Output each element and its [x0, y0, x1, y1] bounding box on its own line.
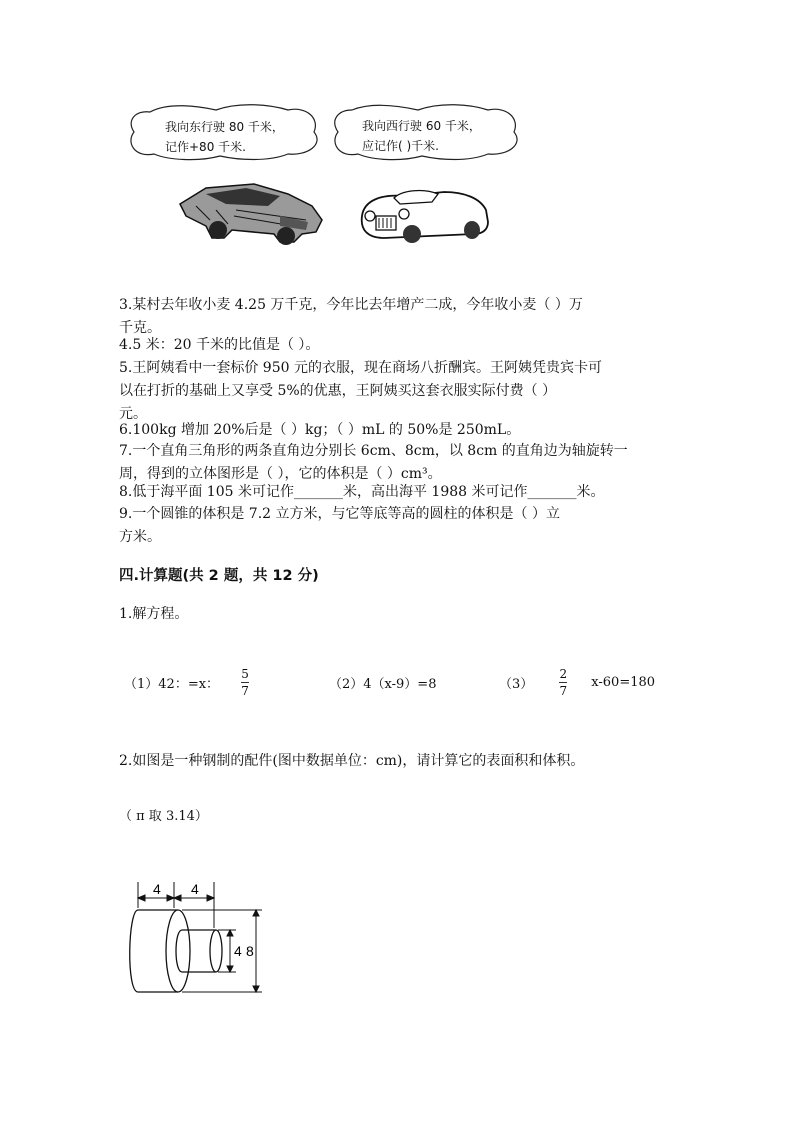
- question-5-line1: 5.王阿姨看中一套标价 950 元的衣服，现在商场八折酬宾。王阿姨凭贵宾卡可: [119, 360, 602, 376]
- equation-1-fraction: [241, 668, 249, 697]
- fraction-bar: [241, 682, 249, 683]
- question-6: [119, 419, 520, 442]
- question-9-line2: 方米。: [119, 529, 161, 545]
- left-bubble-line1: 我向东行驶 80 千米，: [165, 120, 284, 134]
- left-bubble-line2: 记作+80 千米.: [165, 140, 246, 154]
- large-cylinder: [130, 910, 190, 992]
- equation-2: （2）4（x-9）=8: [329, 677, 437, 692]
- fraction-numerator: 5: [241, 667, 249, 681]
- question-8: [119, 481, 605, 504]
- left-bubble-text: [165, 117, 284, 157]
- question-6-line1: 6.100kg 增加 20%后是（ ）kg；（ ）mL 的 50%是 250mL。: [119, 422, 521, 438]
- fraction-bar: [559, 682, 567, 683]
- question-5-line3: 元。: [119, 406, 147, 422]
- fraction-denominator: 7: [559, 684, 568, 698]
- question-5: [119, 357, 602, 426]
- question-7: [119, 440, 628, 486]
- pi-note: （ π 取 3.14）: [119, 809, 208, 824]
- equation-3: [499, 668, 655, 697]
- dim-top-left: 4: [153, 881, 161, 897]
- question-4-line1: 4.5 米：20 千米的比值是（ ）。: [119, 337, 320, 353]
- equation-1: [124, 668, 249, 697]
- question-9: [119, 503, 560, 549]
- dim-outer-diameter: 8: [246, 943, 254, 959]
- right-bubble-text: [362, 116, 481, 156]
- car-right-illustration: [354, 186, 492, 246]
- equation-3-fraction: [559, 668, 567, 697]
- equation-1-text: （1）42：=x：: [124, 677, 220, 692]
- equation-3-label: （3）: [499, 677, 534, 692]
- question-7-line1: 7.一个直角三角形的两条直角边分别长 6cm、8cm，以 8cm 的直角边为轴旋转一: [119, 443, 628, 459]
- car-left-illustration: [176, 180, 326, 246]
- question-5-line2: 以在打折的基础上又享受 5%的优惠，王阿姨买这套衣服实际付费（ ）: [119, 383, 557, 399]
- question-9-line1: 9.一个圆锥的体积是 7.2 立方米，与它等底等高的圆柱的体积是（ ）立: [119, 506, 560, 522]
- fraction-denominator: 7: [241, 684, 249, 698]
- fraction-numerator: 2: [559, 667, 568, 681]
- question-7-line2: 周，得到的立体图形是（ ），它的体积是（ ）cm³。: [119, 466, 442, 482]
- dim-top-right: 4: [191, 881, 199, 897]
- right-bubble-line2: 应记作( )千米.: [362, 139, 439, 153]
- calc-question-1-title: 1.解方程。: [119, 606, 189, 622]
- question-4: [119, 334, 319, 357]
- steel-part-figure: [118, 878, 268, 1000]
- section-heading: 四.计算题(共 2 题，共 12 分): [119, 568, 319, 584]
- calc-question-2-title: 2.如图是一种钢制的配件(图中数据单位：cm)，请计算它的表面积和体积。: [119, 753, 585, 769]
- right-bubble-line1: 我向西行驶 60 千米，: [362, 119, 481, 133]
- dim-inner-diameter: 4: [234, 943, 242, 959]
- question-3-line2: 千克。: [119, 320, 161, 336]
- equation-3-text: x-60=180: [591, 675, 656, 690]
- question-8-line1: 8.低于海平面 105 米可记作_______米，高出海平 1988 米可记作_______米。: [119, 484, 605, 500]
- question-3-line1: 3.某村去年收小麦 4.25 万千克，今年比去年增产二成，今年收小麦（ ）万: [119, 297, 583, 313]
